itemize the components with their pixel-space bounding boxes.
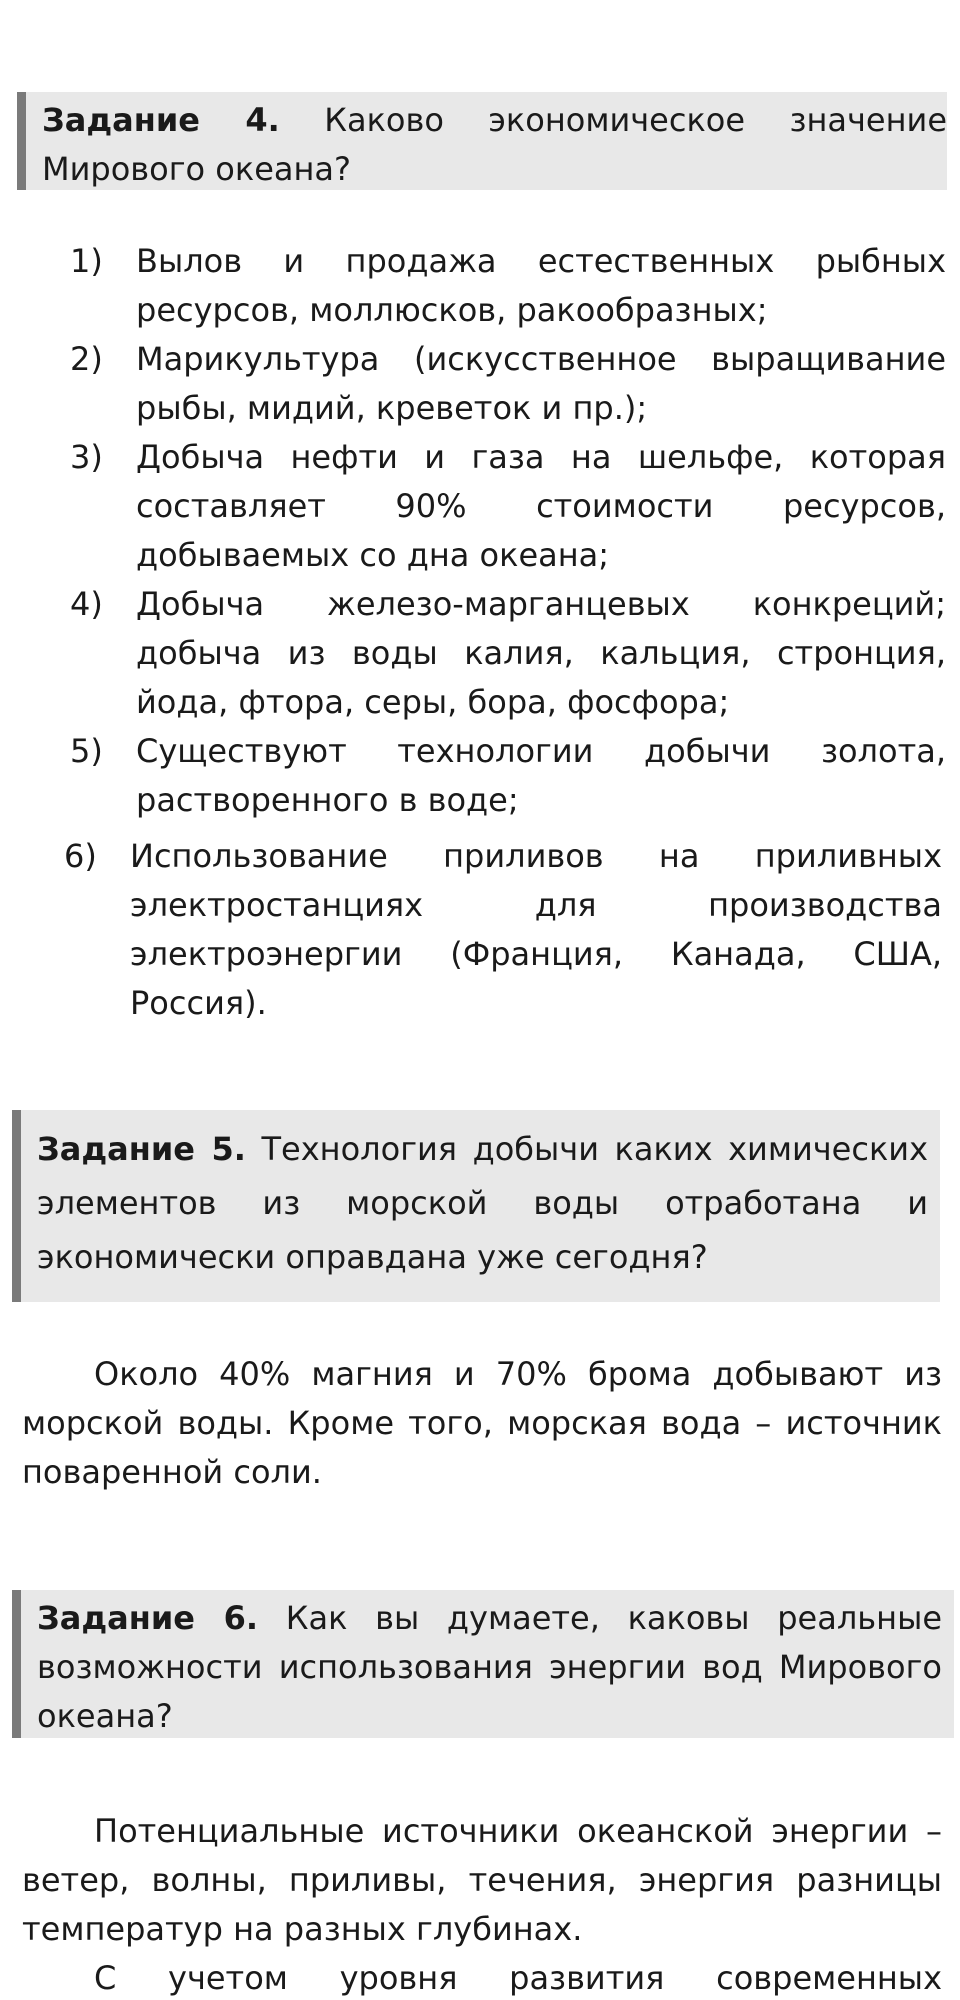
list-item (0, 335, 960, 433)
task-6-question: Как вы думаете, каковы реальные возможности использования энергии вод Мирового океана? (37, 1599, 943, 1735)
task-5-header (12, 1110, 940, 1302)
task-6-label: Задание 6. (37, 1599, 259, 1637)
list-item-text: Добыча железо-марганцевых конкреций; добыча из воды калия, кальция, стронция, йода, фтора, серы, бора, фосфора; (136, 585, 946, 721)
task-4-question: Каково экономическое значение Мирового океана? (42, 101, 948, 188)
list-item-text: Использование приливов на приливных электростанциях для производства электроэнергии (Франция, Канада, США, Россия). (130, 837, 942, 1022)
list-item (0, 237, 960, 335)
task-6-answer-paragraph-1 (22, 1807, 942, 1954)
task-6-answer-text-2: С учетом уровня развития современных (94, 1959, 942, 1997)
task-6-header (12, 1590, 954, 1738)
list-item-number: 3) (70, 438, 103, 476)
list-item-number: 1) (70, 242, 103, 280)
list-item-text: Существуют технологии добычи золота, растворенного в воде; (136, 732, 946, 819)
list-item-text: Вылов и продажа естественных рыбных ресурсов, моллюсков, ракообразных; (136, 242, 946, 329)
task-4-label: Задание 4. (42, 101, 280, 139)
list-item (0, 832, 960, 1028)
list-item-number: 4) (70, 585, 103, 623)
task-4-answer-list (0, 237, 960, 1028)
task-5-answer-text: Около 40% магния и 70% брома добывают из морской воды. Кроме того, морская вода – источник поваренной соли. (22, 1355, 942, 1491)
task-6-answer-text-1: Потенциальные источники океанской энергии – ветер, волны, приливы, течения, энергия разницы температур на разных глубинах. (22, 1812, 942, 1948)
task-5-label: Задание 5. (37, 1130, 246, 1168)
task-6-answer-paragraph-2 (22, 1954, 942, 2000)
task-5-answer (22, 1350, 942, 1497)
list-item-number: 6) (64, 837, 97, 875)
list-item (0, 727, 960, 825)
list-item-number: 5) (70, 732, 103, 770)
list-item (0, 433, 960, 580)
task-4-header (17, 92, 947, 190)
list-item-number: 2) (70, 340, 103, 378)
task-5-question: Технология добычи каких химических элементов из морской воды отработана и экономически оправдана уже сегодня? (37, 1130, 929, 1276)
list-item (0, 580, 960, 727)
list-item-text: Марикультура (искусственное выращивание рыбы, мидий, креветок и пр.); (136, 340, 946, 427)
list-item-text: Добыча нефти и газа на шельфе, которая составляет 90% стоимости ресурсов, добываемых со дна океана; (136, 438, 946, 574)
